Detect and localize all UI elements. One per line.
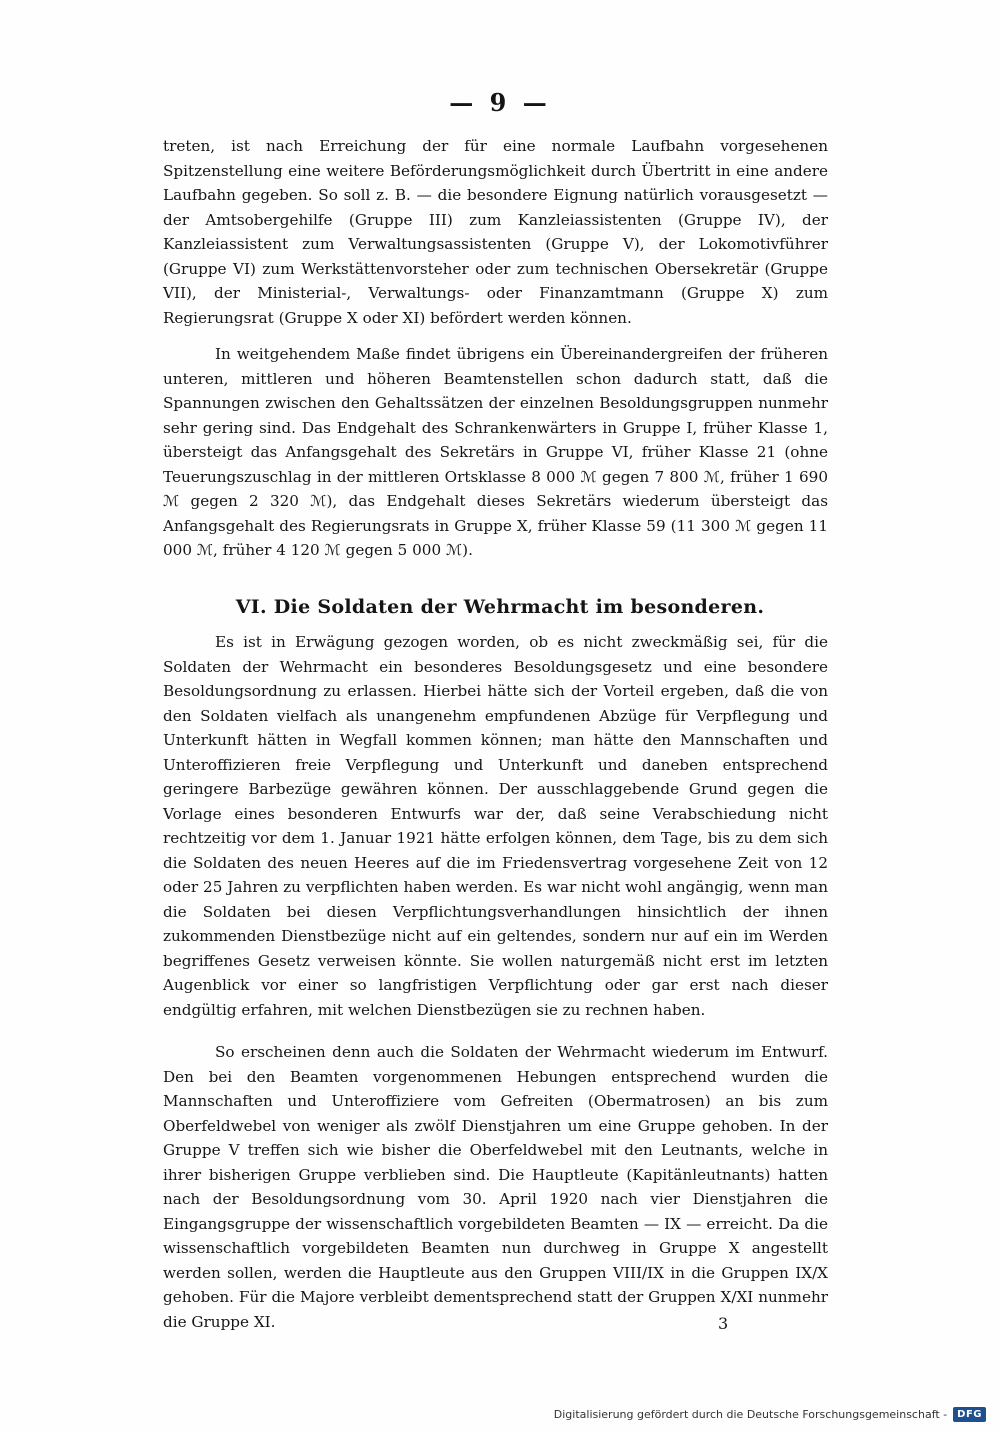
paragraph-1-text: treten, ist nach Erreichung der für eine normale Laufbahn vorgesehenen Spitzenstellung eine weitere Beförderungsmöglichkeit durch Übertritt in eine andere Laufbahn gegeben. So soll z. B. — die besondere Eignung natürlich vorausgesetzt — der Amtsobergehilfe (Gruppe III) zum Kanzleiassistenten (Gruppe IV), der Kanzleiassistent zum Verwaltungsassistenten (Gruppe V), der Lokomotivführer (Gruppe VI) zum Werkstättenvorsteher oder zum technischen Obersekretär (Gruppe VII), der Ministerial-, Verwaltungs- oder Finanzamtmann (Gruppe X) zum Regierungsrat (Gruppe X oder XI) befördert werden können. [163,137,828,327]
footer-text: Digitalisierung gefördert durch die Deutsche Forschungsgemeinschaft - [553,1408,948,1421]
paragraph-1 [163,134,828,330]
paragraph-3 [163,630,828,1022]
section-heading: VI. Die Soldaten der Wehrmacht im besonderen. [235,596,765,618]
digitization-footer [554,1407,986,1422]
paragraph-4-text: So erscheinen denn auch die Soldaten der Wehrmacht wiederum im Entwurf. Den bei den Beamten vorgenommenen Hebungen entsprechend wurden die Mannschaften und Unteroffiziere vom Gefreiten (Obermatrosen) an bis zum Oberfeldwebel von weniger als zwölf Dienstjahren um eine Gruppe gehoben. In der Gruppe V treffen sich wie bisher die Oberfeldwebel mit den Leutnants, welche in ihrer bisherigen Gruppe verblieben sind. Die Hauptleute (Kapitänleutnants) hatten nach der Besoldungsordnung vom 30. April 1920 nach vier Dienstjahren die Eingangsgruppe der wissenschaftlich vorgebildeten Beamten — IX — erreicht. Da die wissenschaftlich vorgebildeten Beamten nun durchweg in Gruppe X angestellt werden sollen, werden die Hauptleute aus den Gruppen VIII/IX in die Gruppen IX/X gehoben. Für die Majore verbleibt dementsprechend statt der Gruppen X/XI nunmehr die Gruppe XI. [163,1043,828,1331]
dfg-logo-icon: DFG [953,1407,986,1422]
page-number-header: — 9 — [449,88,551,117]
paragraph-2-text: In weitgehendem Maße findet übrigens ein Übereinandergreifen der früheren unteren, mittleren und höheren Beamtenstellen schon dadurch statt, daß die Spannungen zwischen den Gehaltssätzen der einzelnen Besoldungsgruppen nunmehr sehr gering sind. Das Endgehalt des Schrankenwärters in Gruppe I, früher Klasse 1, übersteigt das Anfangsgehalt des Sekretärs in Gruppe VI, früher Klasse 21 (ohne Teuerungszuschlag in der mittleren Ortsklasse 8 000 ℳ gegen 7 800 ℳ, früher 1 690 ℳ gegen 2 320 ℳ), das Endgehalt dieses Sekretärs wiederum übersteigt das Anfangsgehalt des Regierungsrats in Gruppe X, früher Klasse 59 (11 300 ℳ gegen 11 000 ℳ, früher 4 120 ℳ gegen 5 000 ℳ). [163,345,828,559]
paragraph-2 [163,342,828,563]
paragraph-4 [163,1040,828,1334]
paragraph-3-text: Es ist in Erwägung gezogen worden, ob es nicht zweckmäßig sei, für die Soldaten der Wehrmacht ein besonderes Besoldungsgesetz und eine besondere Besoldungsordnung zu erlassen. Hierbei hätte sich der Vorteil ergeben, daß die von den Soldaten vielfach als unangenehm empfundenen Abzüge für Verpflegung und Unterkunft hätten in Wegfall kommen können; man hätte den Mannschaften und Unteroffizieren freie Verpflegung und Unterkunft und daneben entsprechend geringere Barbezüge gewähren können. Der ausschlaggebende Grund gegen die Vorlage eines besonderen Entwurfs war der, daß seine Verabschiedung nicht rechtzeitig vor dem 1. Januar 1921 hätte erfolgen können, dem Tage, bis zu dem sich die Soldaten des neuen Heeres auf die im Friedensvertrag vorgesehene Zeit von 12 oder 25 Jahren zu verpflichten haben werden. Es war nicht wohl angängig, wenn man die Soldaten bei diesen Verpflichtungsverhandlungen hinsichtlich der ihnen zukommenden Dienstbezüge nicht auf ein geltendes, sondern nur auf ein im Werden begriffenes Gesetz verweisen könnte. Sie wollen naturgemäß nicht erst im letzten Augenblick vor einer so langfristigen Verpflichtung oder gar erst nach dieser endgültig erfahren, mit welchen Dienstbezügen sie zu rechnen haben. [163,633,828,1019]
signature-mark: 3 [718,1314,729,1333]
